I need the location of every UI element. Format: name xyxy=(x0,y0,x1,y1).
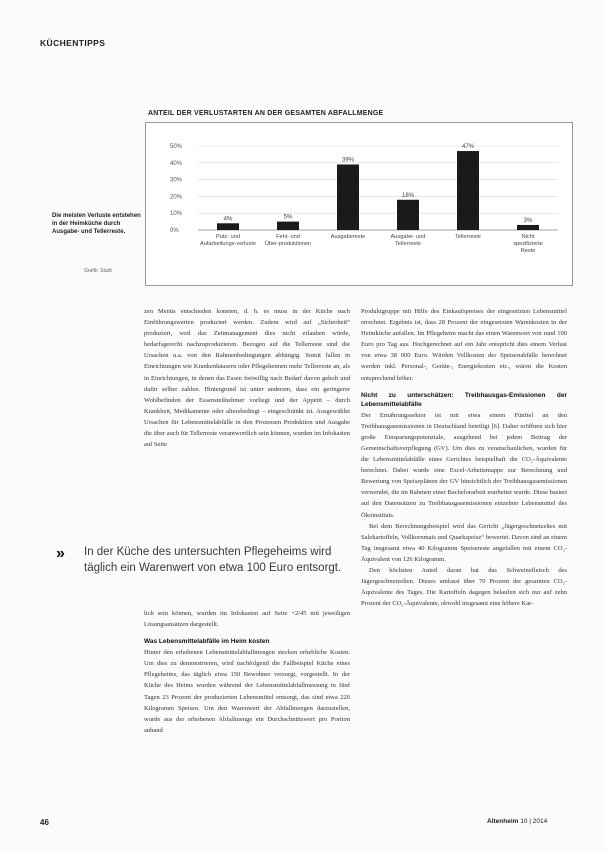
bar xyxy=(277,222,299,230)
data-label: 39% xyxy=(341,157,355,164)
paragraph: lich sein können, wurden im Infokasten auf Seite +2/45 mit jeweiligen Lösungsansätzen dargestellt. xyxy=(144,610,350,629)
bar xyxy=(457,151,479,230)
category-label: Ausgabe- und Tellerreste xyxy=(390,234,426,247)
category-label: Ausgabereste xyxy=(330,234,366,240)
article-column-left-bottom xyxy=(144,608,350,736)
category-label: Tellerreste xyxy=(455,234,481,240)
quote-marks: » xyxy=(56,545,65,562)
data-label: 5% xyxy=(283,214,293,221)
journal-footer xyxy=(487,818,547,825)
paragraph: Den höchsten Anteil daran hat das Schweinefleisch des Jägergeschnetzelten. Dieses umfasst über 70 Prozent der gesamten CO₂-Äquivalente des Tages. Die Kartoffeln dagegen belaufen sich nur auf zehn Prozent der CO₂-Äquivalente, obwohl insgesamt eine höhere Kar- xyxy=(361,566,567,608)
y-tick-label: 30% xyxy=(170,177,183,184)
article-column-right xyxy=(361,306,567,609)
article-column-left-top xyxy=(144,306,350,450)
chart-caption: Die meisten Verluste entstehen in der Heimküche durch Ausgabe- und Tellerreste. xyxy=(52,213,141,235)
paragraph: Der Ernährungssektor ist mit etwa einem Fünftel an den Treibhausgasemissionen in Deutschland beteiligt [6]. Daher eröffnen sich hier große Einsparungspotenziale, ausgehend bei jedem Beitrag der Gemeinschaftsverpflegung (GV). Um dies zu veranschaulichen, wurden für die Lebensmittelabfälle eines Gerichtes beispielhaft die CO₂-Äquivalente berechnet. Dabei wurde eine Excel-Arbeitsmappe zur Berechnung und Bewertung von Speiseplänen der GV hinsichtlich der Treibhausgasemissionen verwendet, die im Rahmen einer Bachelorarbeit erarbeitet wurde. Diese basiert auf den Datensätzen zu Treibhausgasemissionen einzelner Lebensmittel des Ökoinstituts. xyxy=(361,411,567,519)
subheading-emissions: Nicht zu unterschätzen: Treibhausgas-Emissionen der Lebensmittelabfälle xyxy=(361,391,567,408)
category-label: Nicht spezifizierte Reste xyxy=(513,234,543,254)
section-label: KÜCHENTIPPS xyxy=(40,38,106,48)
paragraph: Hinter den erhobenen Lebensmittelabfallmengen stecken erhebliche Kosten. Um dies zu demonstrieren, wird nachfolgend die Fallbeispiel Küche eines Pflegeheims, das täglich etwa 150 Bewohner versorgt, vorgestellt. In der Küche des Heims wurden während der Lebensmittelabfallmessung in fünf Tagen 23 Prozent der produzierten Lebensmittel entsorgt, das sind etwa 220 Kilogramm Speisen. Um den Warenwert der Abfallmengen darzustellen, wurde aus der erhobenen Abfallmenge ein Durchschnittswert pro Portion anhand xyxy=(144,649,350,734)
paragraph: Produktgruppe mit Hilfe des Einkaufspreises der eingesetzten Lebensmittel errechnet. Ergebnis ist, dass 28 Prozent der eingesetzten Warenkosten in der Heimküche anfallen. Im Pflegeheim macht das einen Warenwert von rund 100 Euro pro Tag aus. Hochgerechnet auf ein Jahr entspricht dies einem Verlust von etwa 38 000 Euro. Würden Vollkosten der Speisenabfälle berechnet werden inkl. Personal-, Geräte-, Energiekosten etc., wären die Kosten entsprechend höher. xyxy=(361,308,567,382)
bar xyxy=(517,225,539,230)
data-label: 47% xyxy=(461,144,475,151)
bar xyxy=(397,200,419,230)
journal-name: Altenheim xyxy=(487,818,519,825)
y-tick-label: 50% xyxy=(170,144,183,150)
bar-chart xyxy=(150,138,566,268)
chart-title: ANTEIL DER VERLUSTARTEN AN DER GESAMTEN ABFALLMENGE xyxy=(148,110,384,117)
bar xyxy=(217,223,239,230)
chart-source: Grafik: Stadt xyxy=(84,268,112,274)
page-number: 46 xyxy=(40,818,49,827)
y-tick-label: 0% xyxy=(170,228,179,234)
data-label: 3% xyxy=(523,217,533,224)
quote-text: In der Küche des untersuchten Pflegeheims wird täglich ein Warenwert von etwa 100 Euro entsorgt. xyxy=(84,546,342,574)
journal-issue: 10 | 2014 xyxy=(520,818,548,825)
data-label: 4% xyxy=(223,216,233,223)
category-label: Putz- und Aufarbeitungs-verluste xyxy=(200,234,256,247)
data-label: 18% xyxy=(401,192,415,199)
y-tick-label: 40% xyxy=(170,160,183,167)
y-tick-label: 10% xyxy=(170,211,183,218)
paragraph: Bei dem Berechnungsbeispiel wird das Gericht „Jägergeschnetzeltes mit Salzkartoffeln, Vollkornmais und Quarkspeise“ bewertet. Davon sind an einem Tag insgesamt etwa 40 Kilogramm Speisereste angefallen mit einem CO₂-Äquivalent von 126 Kilogramm. xyxy=(361,522,567,563)
bar xyxy=(337,164,359,230)
y-tick-label: 20% xyxy=(170,194,183,201)
paragraph: zen Menüs entschieden konnten, d. h. es muss in der Küche nach Einführungswerten produziert werden. Zudem wird auf „Sicherheit“ produziert, weil das Zeitmanagement dies nicht erlauben würde, bedarfsgerecht nachzuproduzieren. Bezogen auf die Tellerreste sind die Ursachen u.a. von den Rahmenbedingungen abhängig. Somit fallen in Einrichtungen wie Krankenhäusern oder Pflegeheimen mehr Tellerreste an, als in Einrichtungen, in denen das Essen freiwillig nach Bedarf davon geholt und dafür selber zahlen. Hintergrund ist unter anderem, dass ein geringerer Wohlbefinden der Essensteilnehmer vorliegt und der Appetit – durch Krankheit, Medikamente oder altersbedingt – eingeschränkt ist. Ausgewählte Ursachen für Lebensmittelabfälle in den Prozessen Produktion und Ausgabe die über auch für Tellerreste verantwortlich sein können, wurden im Infokasten auf Seite xyxy=(144,308,350,449)
subheading-costs: Was Lebensmittelabfälle im Heim kosten xyxy=(144,638,270,646)
category-label: Fehl- und Über-produktionen xyxy=(264,234,312,247)
